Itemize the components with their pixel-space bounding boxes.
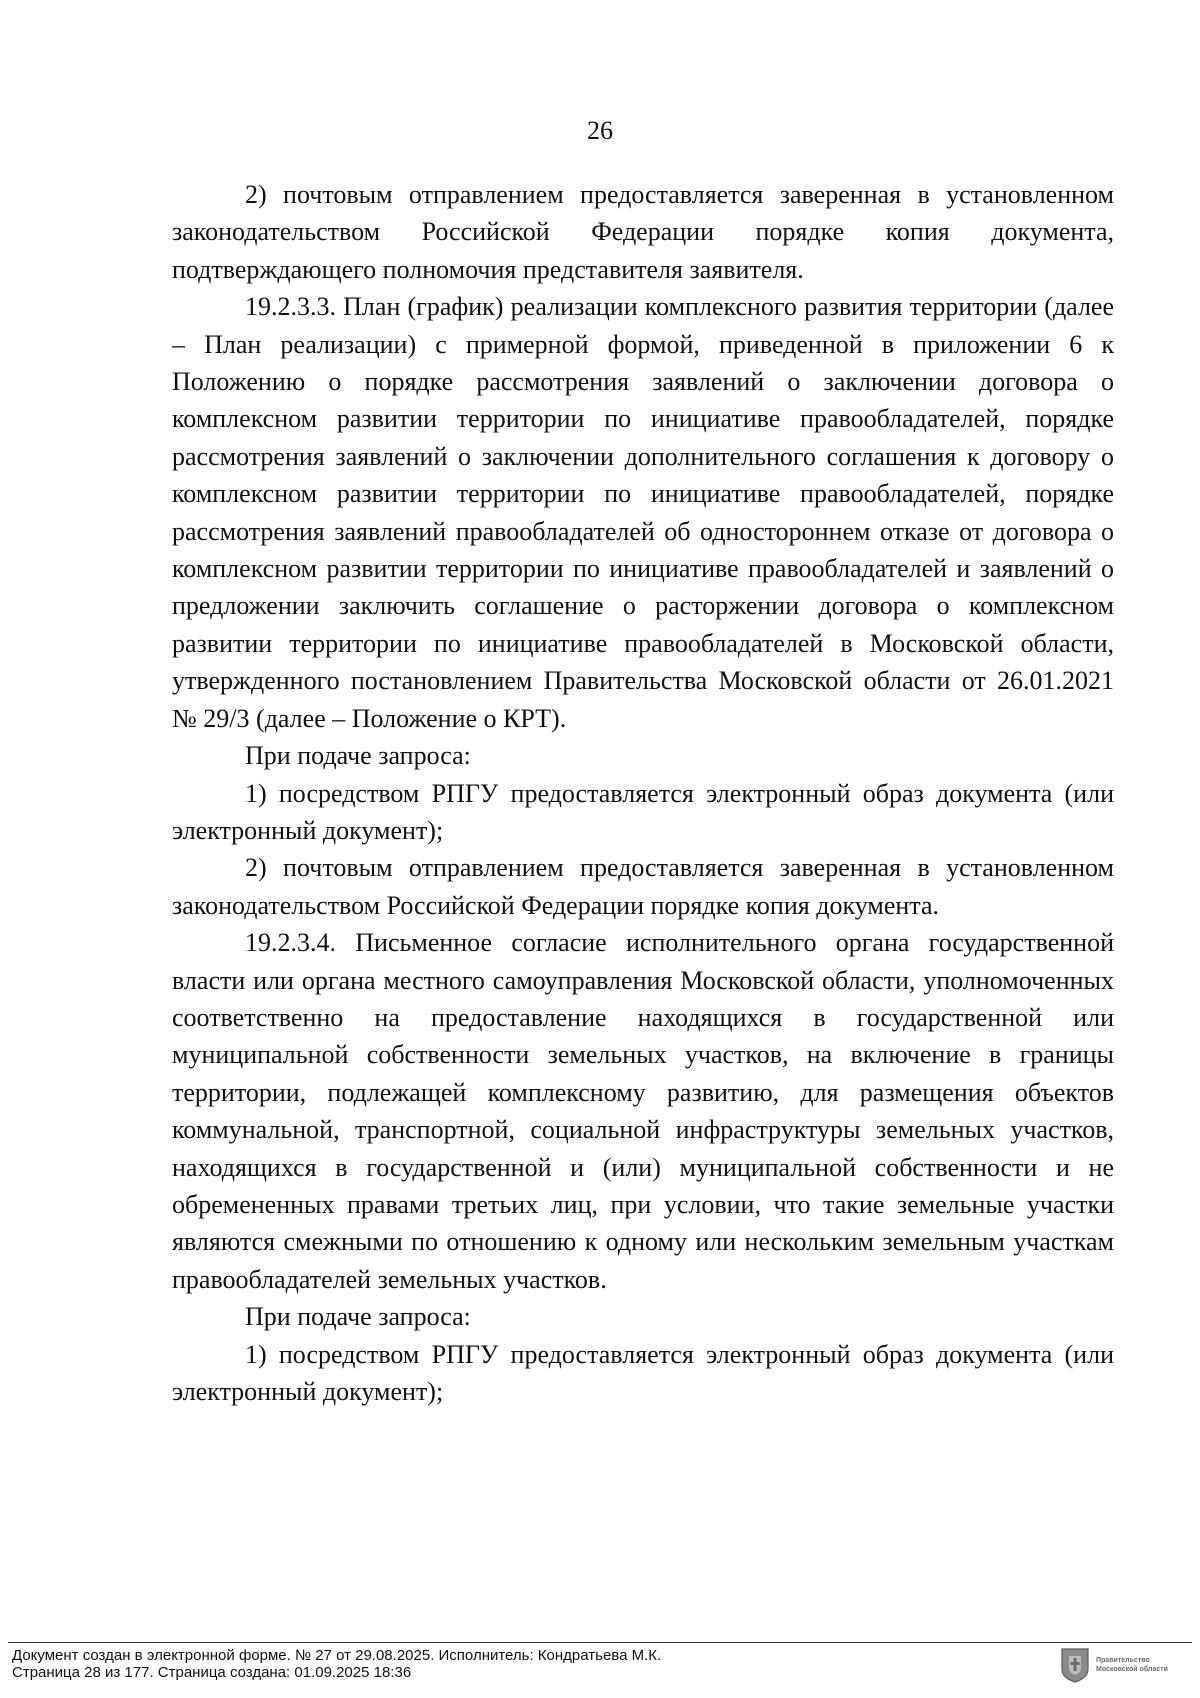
moscow-region-emblem-icon [1060,1647,1090,1683]
paragraph: 19.2.3.4. Письменное согласие исполнительного органа государственной власти или органа местного самоуправления Московской области, уполномоченных соответственно на предоставление находящихся в государственной или муниципальной собственности земельных участков, на включение в границы территории, подлежащей комплексному развитию, для размещения объектов коммунальной, транспортной, социальной инфраструктуры земельных участков, находящихся в государственной и (или) муниципальной собственности и не обремененных правами третьих лиц, при условии, что такие земельные участки являются смежными по отношению к одному или нескольким земельным участкам правообладателей земельных участков. [172,928,1114,1294]
paragraph: При подаче запроса: [245,741,471,771]
footer-logo-line: Московской области [1096,1666,1168,1673]
footer-divider [8,1642,1192,1643]
footer-logo-line: Правительство [1096,1657,1150,1664]
paragraph: 2) почтовым отправлением предоставляется заверенная в установленном законодательством Российской Федерации порядке копия документа. [172,853,1114,920]
paragraph: При подаче запроса: [245,1302,471,1332]
footer-logo-caption [1096,1656,1168,1674]
footer-document-info: Документ создан в электронной форме. № 27 от 29.08.2025. Исполнитель: Кондратьева М.К. [12,1647,662,1664]
footer-page-info: Страница 28 из 177. Страница создана: 01.09.2025 18:36 [12,1664,412,1681]
footer-logo [1060,1645,1194,1685]
document-footer [12,1647,1052,1681]
paragraph: 1) посредством РПГУ предоставляется электронный образ документа (или электронный документ); [172,1339,1114,1406]
page-number: 26 [587,116,613,145]
paragraph: 19.2.3.3. План (график) реализации комплексного развития территории (далее – План реализации) с примерной формой, приведенной в приложении 6 к Положению о порядке рассмотрения заявлений о заключении договора о комплексном развитии территории по инициативе правообладателей, порядке рассмотрения заявлений о заключении дополнительного соглашения к договору о комплексном развитии территории по инициативе правообладателей, порядке рассмотрения заявлений правообладателей об одностороннем отказе от договора о комплексном развитии территории по инициативе правообладателей и заявлений о предложении заключить соглашение о расторжении договора о комплексном развитии территории по инициативе правообладателей в Московской области, утвержденного постановлением Правительства Московской области от 26.01.2021 № 29/3 (далее – Положение о КРТ). [172,292,1114,733]
paragraph: 2) почтовым отправлением предоставляется заверенная в установленном законодательством Российской Федерации порядке копия документа, подтверждающего полномочия представителя заявителя. [172,180,1114,284]
paragraph: 1) посредством РПГУ предоставляется электронный образ документа (или электронный документ); [172,778,1114,845]
document-body [172,176,1114,1410]
